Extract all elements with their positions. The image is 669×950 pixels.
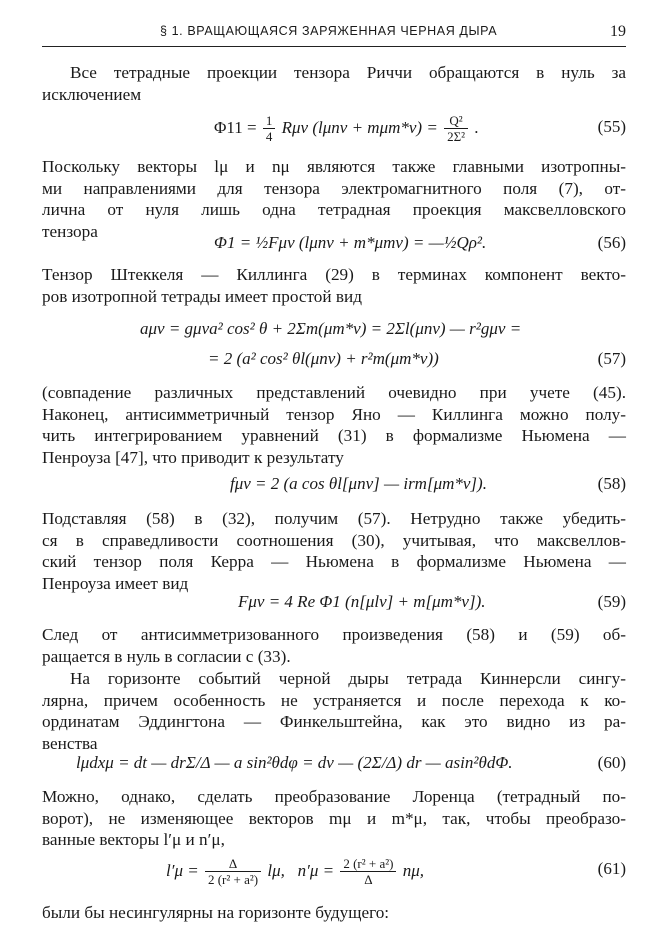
text-line: След от антисимметризованного произведения (58) и (59) об- [42,625,626,644]
text-line: лярна, причем особенность не устраняется и после перехода к ко- [42,690,626,710]
text-line: На горизонте событий черной дыры тетрада Киннерсли сингу- [70,669,626,688]
text-line: исключением [42,84,142,104]
text-line: Поскольку векторы lμ и nμ являются также главными изотропны- [42,157,626,176]
equation-58 [42,472,626,498]
text-line: тензора [42,221,98,241]
text-line: Все тетрадные проекции тензора Риччи обращаются в нуль за [70,63,626,82]
text-line: ванные векторы l′μ и n′μ, [42,830,225,849]
paragraph-ricci [42,62,626,105]
text-line: ординатам Эддингтона — Финкельштейна, как это видно из ра- [42,712,626,731]
equation-59 [42,590,626,616]
paragraph-trace [42,624,626,667]
formula-59: Fμν = 4 Re Φ1 (n[μlν] + m[μm*ν]). [238,592,486,611]
formula-56: Φ1 = ½Fμν (lμnν + m*μmν) = —½Qρ². [214,233,487,252]
equation-number: (58) [597,474,626,493]
text-line: венства [42,733,98,753]
text-line: Пенроуза [47], что приводит к результату [42,447,344,467]
text-line: лична от нуля лишь одна тетрадная проекция максвелловского [42,200,626,219]
formula-61: l′μ = $\frac{\Delta}{\text{2 (r² + a²)}}$ lμ, n′μ = $\frac{\text{2 (r² + a²)}}{\Delta}$ nμ, [166,856,425,887]
equation-number: (57) [597,349,626,368]
text-line: ми направлениями для тензора электромагнитного поля (7), от- [42,178,626,198]
paragraph-horizon [42,668,626,754]
equation-number: (59) [597,592,626,611]
paragraph-lorentz [42,786,626,851]
paragraph-yano [42,382,626,468]
text-line: Тензор Штеккеля — Киллинга (29) в терминах компонент векто- [42,265,626,284]
text-line: Наконец, антисимметричный тензор Яно — Киллинга можно полу- [42,404,626,424]
equation-number: (55) [597,117,626,136]
equation-57 [42,316,626,376]
equation-number: (61) [597,859,626,878]
text-line: ворот), не изменяющее векторов mμ и m*μ, так, чтобы преобразо- [42,808,626,828]
equation-56 [42,230,626,256]
equation-55 [42,106,626,146]
text-line: ров изотропной тетрады имеет простой вид [42,286,362,306]
text-line: чить интегрированием уравнений (31) в формализме Ньюмена — [42,426,626,445]
paragraph-stackel [42,264,626,307]
text-line: Пенроуза имеет вид [42,573,189,593]
paragraph-future-horizon [42,902,626,924]
formula-55: Φ11 = $\frac{1}{4}$ Rμν (lμnν + mμm*ν) = $\frac{\text{Q²}}{\text{2Σ²}}$ . [214,113,479,144]
equation-number: (56) [597,233,626,252]
text-line: ращается в нуль в согласии с (33). [42,646,291,666]
formula-58: fμν = 2 (a cos θl[μnν] — irm[μm*ν]). [230,474,487,493]
text-line: ся в справедливости соотношения (30), учитывая, что максвеллов- [42,530,626,550]
running-header [42,24,626,47]
section-title: § 1. ВРАЩАЮЩАЯСЯ ЗАРЯЖЕННАЯ ЧЕРНАЯ ДЫРА [160,24,498,38]
text-line: были бы несингулярны на горизонте будущего: [42,903,390,922]
formula-60: lμdxμ = dt — drΣ/Δ — a sin²θdφ = dv — (2Σ/Δ) dr — asin²θdΦ. [76,753,513,772]
equation-61 [42,850,626,890]
equation-number: (60) [597,753,626,772]
formula-57-line1: aμν = gμνa² cos² θ + 2Σm(μm*ν) = 2Σl(μnν) — r²gμν = [140,319,522,338]
text-line: (совпадение различных представлений очевидно при учете (45). [42,383,626,402]
text-line: ский тензор поля Керра — Ньюмена в формализме Ньюмена — [42,552,626,571]
text-line: Подставляя (58) в (32), получим (57). Нетрудно также убедить- [42,509,626,528]
equation-60 [42,750,626,776]
paragraph-substitution [42,508,626,594]
text-line: Можно, однако, сделать преобразование Лоренца (тетрадный по- [42,787,626,806]
formula-57-line2: = 2 (a² cos² θl(μnν) + r²m(μm*ν)) [208,349,439,368]
page-number: 19 [610,23,626,40]
